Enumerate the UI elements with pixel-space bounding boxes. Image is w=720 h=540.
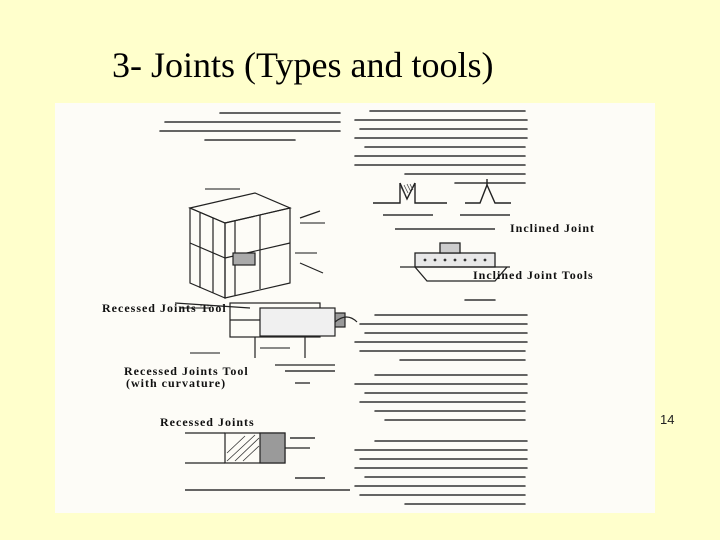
brick-wall-sketch [175, 193, 323, 308]
arabic-text-block-right [355, 300, 527, 504]
scanned-textbook-page [55, 103, 655, 513]
inclined-joint-label: Inclined Joint [510, 221, 596, 235]
arabic-annotations-mid [190, 348, 290, 353]
arabic-caption-curvature [285, 371, 335, 383]
recessed-joints-tool-label: Recessed Joints Tool [102, 301, 227, 315]
recessed-joints-label: Recessed Joints [160, 415, 255, 429]
page-number: 14 [660, 412, 675, 427]
arabic-fig-captions-inclined [383, 215, 510, 229]
with-curvature-label: (with curvature) [126, 376, 227, 390]
hatch-recessed [227, 435, 259, 461]
arabic-text-block-top-left [160, 113, 340, 140]
recessed-joints-tool-curvature-label: Recessed Joints Tool [124, 364, 249, 378]
slide-title: 3- Joints (Types and tools) [112, 45, 494, 85]
arabic-text-block-top-right [355, 111, 527, 183]
inclined-joint-tools-label: Inclined Joint Tools [473, 268, 594, 282]
